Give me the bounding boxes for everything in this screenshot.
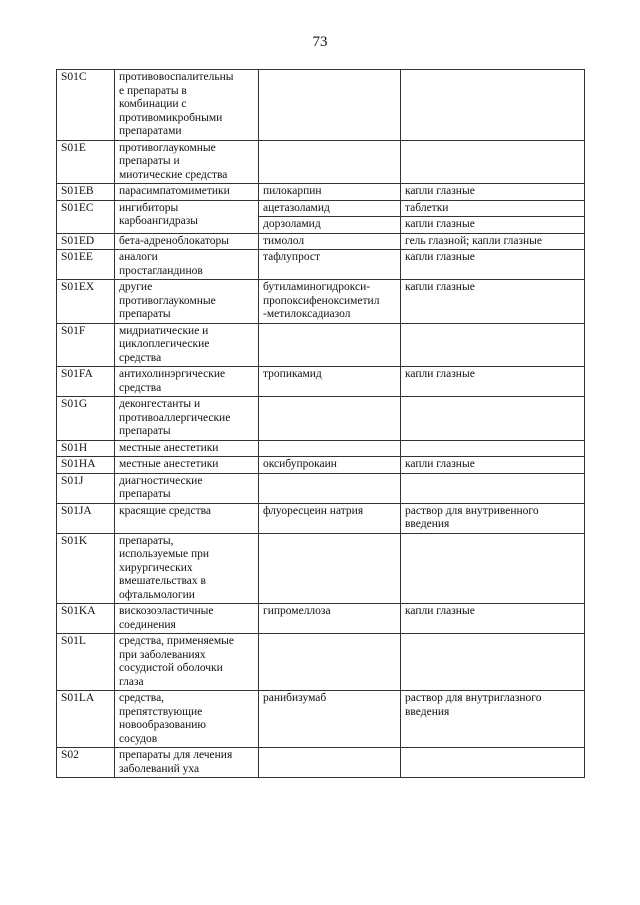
atc-code-cell: S01FA bbox=[57, 367, 115, 397]
table-row bbox=[57, 440, 585, 457]
drug-name-cell: флуоресцеин натрия bbox=[259, 503, 401, 533]
drug-name-cell: тимолол bbox=[259, 233, 401, 250]
table-row bbox=[57, 200, 585, 217]
atc-code-cell: S01L bbox=[57, 634, 115, 691]
atc-code-cell: S01JA bbox=[57, 503, 115, 533]
table-row bbox=[57, 503, 585, 533]
table-row bbox=[57, 634, 585, 691]
group-name-cell: другие противоглаукомные препараты bbox=[115, 280, 259, 324]
dosage-form-cell: капли глазные bbox=[401, 280, 585, 324]
group-name-cell: местные анестетики bbox=[115, 440, 259, 457]
group-name-cell: антихолинэргические средства bbox=[115, 367, 259, 397]
dosage-form-cell bbox=[401, 440, 585, 457]
atc-code-cell: S01EE bbox=[57, 250, 115, 280]
drug-name-cell bbox=[259, 140, 401, 184]
drug-name-cell bbox=[259, 634, 401, 691]
group-name-cell: средства, препятствующие новообразованию сосудов bbox=[115, 691, 259, 748]
drug-name-cell: тропикамид bbox=[259, 367, 401, 397]
dosage-form-cell bbox=[401, 533, 585, 604]
atc-code-cell: S01F bbox=[57, 323, 115, 367]
drug-name-cell bbox=[259, 397, 401, 441]
drug-name-cell bbox=[259, 70, 401, 141]
dosage-form-cell: капли глазные bbox=[401, 217, 585, 234]
drug-name-cell: дорзоламид bbox=[259, 217, 401, 234]
dosage-form-cell: капли глазные bbox=[401, 250, 585, 280]
drug-name-cell: гипромеллоза bbox=[259, 604, 401, 634]
drug-name-cell bbox=[259, 473, 401, 503]
atc-code-cell: S01HA bbox=[57, 457, 115, 474]
group-name-cell: парасимпатомиметики bbox=[115, 184, 259, 201]
table-row bbox=[57, 533, 585, 604]
dosage-form-cell: капли глазные bbox=[401, 184, 585, 201]
table-row bbox=[57, 140, 585, 184]
table-row bbox=[57, 323, 585, 367]
table-row bbox=[57, 184, 585, 201]
group-name-cell: красящие средства bbox=[115, 503, 259, 533]
table-row bbox=[57, 457, 585, 474]
table-row bbox=[57, 233, 585, 250]
drug-name-cell: ранибизумаб bbox=[259, 691, 401, 748]
dosage-form-cell: раствор для внутривенного введения bbox=[401, 503, 585, 533]
group-name-cell: ингибиторы карбоангидразы bbox=[115, 200, 259, 233]
table-row bbox=[57, 604, 585, 634]
dosage-form-cell bbox=[401, 140, 585, 184]
atc-code-cell: S01EX bbox=[57, 280, 115, 324]
atc-code-cell: S01LA bbox=[57, 691, 115, 748]
group-name-cell: вискозоэластичные соединения bbox=[115, 604, 259, 634]
drug-name-cell: бутиламиногидрокси- пропоксифеноксиметил -метилоксадиазол bbox=[259, 280, 401, 324]
atc-code-cell: S02 bbox=[57, 748, 115, 778]
dosage-form-cell: таблетки bbox=[401, 200, 585, 217]
atc-code-cell: S01KA bbox=[57, 604, 115, 634]
table-row bbox=[57, 748, 585, 778]
atc-code-cell: S01K bbox=[57, 533, 115, 604]
dosage-form-cell: гель глазной; капли глазные bbox=[401, 233, 585, 250]
group-name-cell: препараты для лечения заболеваний уха bbox=[115, 748, 259, 778]
dosage-form-cell: раствор для внутриглазного введения bbox=[401, 691, 585, 748]
dosage-form-cell: капли глазные bbox=[401, 367, 585, 397]
dosage-form-cell: капли глазные bbox=[401, 457, 585, 474]
drug-name-cell bbox=[259, 533, 401, 604]
dosage-form-cell: капли глазные bbox=[401, 604, 585, 634]
dosage-form-cell bbox=[401, 397, 585, 441]
table-row bbox=[57, 70, 585, 141]
group-name-cell: препараты, используемые при хирургических вмешательствах в офтальмологии bbox=[115, 533, 259, 604]
group-name-cell: средства, применяемые при заболеваниях сосудистой оболочки глаза bbox=[115, 634, 259, 691]
drug-name-cell: пилокарпин bbox=[259, 184, 401, 201]
page-number: 73 bbox=[312, 34, 328, 50]
drug-classification-table bbox=[56, 69, 585, 778]
dosage-form-cell bbox=[401, 473, 585, 503]
atc-code-cell: S01G bbox=[57, 397, 115, 441]
drug-name-cell bbox=[259, 440, 401, 457]
atc-code-cell: S01J bbox=[57, 473, 115, 503]
group-name-cell: мидриатические и циклоплегические средства bbox=[115, 323, 259, 367]
group-name-cell: бета-адреноблокаторы bbox=[115, 233, 259, 250]
atc-code-cell: S01E bbox=[57, 140, 115, 184]
atc-code-cell: S01EB bbox=[57, 184, 115, 201]
table-row bbox=[57, 691, 585, 748]
group-name-cell: противоглаукомные препараты и миотические средства bbox=[115, 140, 259, 184]
drug-name-cell: тафлупрост bbox=[259, 250, 401, 280]
dosage-form-cell bbox=[401, 634, 585, 691]
table-row bbox=[57, 367, 585, 397]
group-name-cell: аналоги простагландинов bbox=[115, 250, 259, 280]
atc-code-cell: S01EC bbox=[57, 200, 115, 233]
dosage-form-cell bbox=[401, 70, 585, 141]
dosage-form-cell bbox=[401, 748, 585, 778]
table-row bbox=[57, 473, 585, 503]
drug-name-cell: ацетазоламид bbox=[259, 200, 401, 217]
atc-code-cell: S01H bbox=[57, 440, 115, 457]
group-name-cell: диагностические препараты bbox=[115, 473, 259, 503]
group-name-cell: местные анестетики bbox=[115, 457, 259, 474]
drug-name-cell: оксибупрокаин bbox=[259, 457, 401, 474]
table-row bbox=[57, 280, 585, 324]
group-name-cell: деконгестанты и противоаллергические препараты bbox=[115, 397, 259, 441]
group-name-cell: противовоспалительны е препараты в комбинации с противомикробными препаратами bbox=[115, 70, 259, 141]
dosage-form-cell bbox=[401, 323, 585, 367]
drug-name-cell bbox=[259, 323, 401, 367]
table-row bbox=[57, 397, 585, 441]
atc-code-cell: S01ED bbox=[57, 233, 115, 250]
drug-name-cell bbox=[259, 748, 401, 778]
atc-code-cell: S01C bbox=[57, 70, 115, 141]
table-row bbox=[57, 250, 585, 280]
